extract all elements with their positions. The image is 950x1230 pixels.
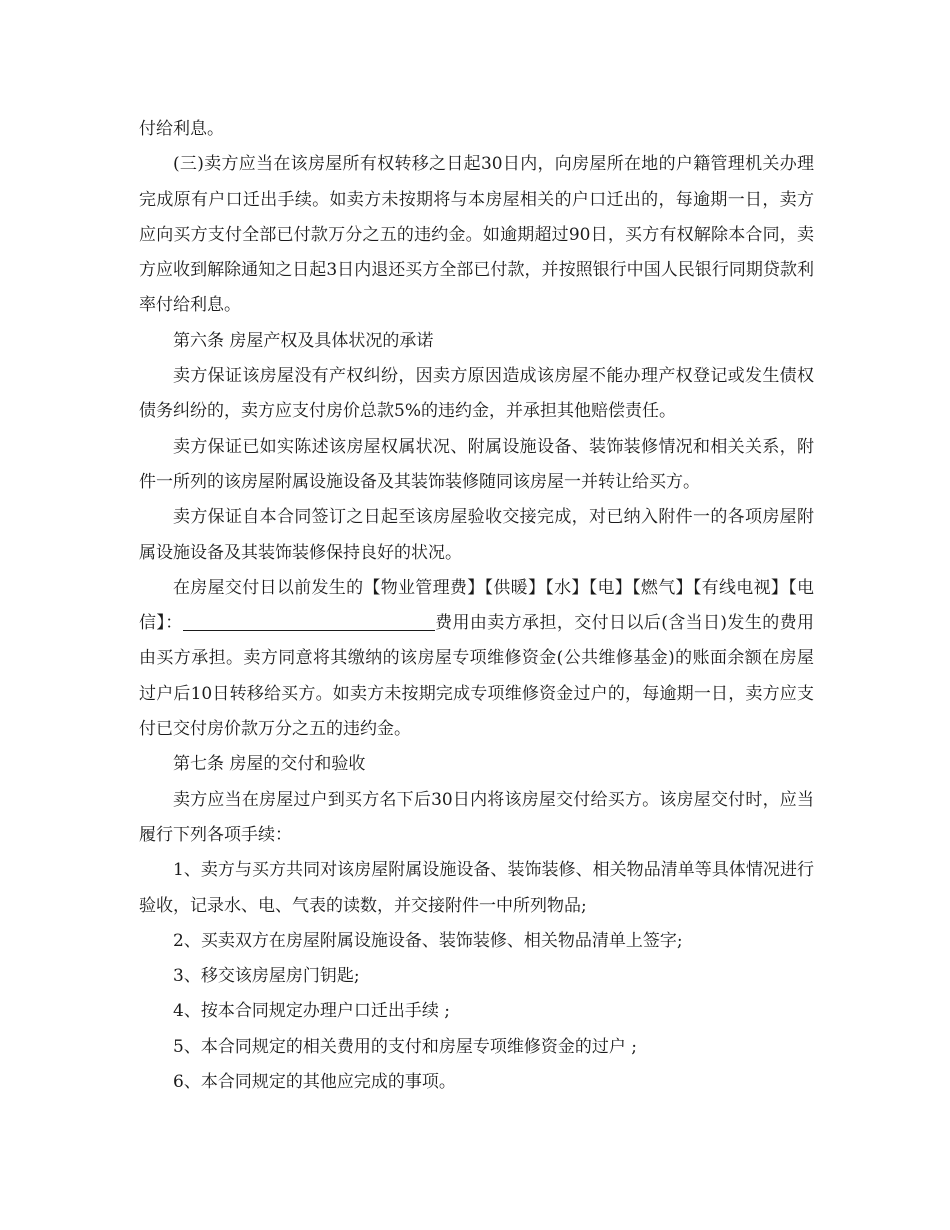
article-7-paragraph-1: 卖方应当在房屋过户到买方名下后30日内将该房屋交付给买方。该房屋交付时，应当履行下列各项手续： <box>139 789 814 845</box>
paragraph-clause-3: (三)卖方应当在该房屋所有权转移之日起30日内，向房屋所在地的户籍管理机关办理完成原有户口迁出手续。如卖方未按期将与本房屋相关的户口迁出的，每逾期一日，卖方应向买方支付全部已付款万分之五的违约金。如逾期超过90日，买方有权解除本合同，卖方应收到解除通知之日起3日内退还买方全部已付款，并按照银行中国人民银行同期贷款利率付给利息。 <box>139 154 814 316</box>
paragraph-continuation: 付给利息。 <box>139 119 224 139</box>
list-item: 6、本合同规定的其他应完成的事项。 <box>173 1072 456 1093</box>
article-6-paragraph-3: 卖方保证自本合同签订之日起至该房屋验收交接完成，对已纳入附件一的各项房屋附属设施设备及其装饰装修保持良好的状况。 <box>139 507 814 563</box>
article-6-paragraph-4 <box>139 571 814 747</box>
list-item: 4、按本合同规定办理户口迁出手续 ; <box>173 1001 450 1022</box>
document-page <box>139 112 814 1100</box>
list-item: 5、本合同规定的相关费用的支付和房屋专项维修资金的过户 ; <box>173 1036 637 1057</box>
fee-list-text: 在房屋交付日以前发生的【物业管理费】【供暖】【水】【电】【燃气】【有线电视】【电 信】： <box>139 577 814 634</box>
article-7-heading: 第七条 房屋的交付和验收 <box>173 754 366 775</box>
fee-responsibility-text: 费用由卖方承担，交付日以后(含当日)发生的费用由买方承担。卖方同意将其缴纳的该房屋专项维修资金(公共维修基金)的账面余额在房屋过户后10日转移给买方。如卖方未按期完成专项维修资金过户的，每逾期一日，卖方应支付已交付房价款万分之五的违约金。 <box>139 613 815 740</box>
article-6-paragraph-2: 卖方保证已如实陈述该房屋权属状况、附属设施设备、装饰装修情况和相关关系，附件一所列的该房屋附属设施设备及其装饰装修随同该房屋一并转让给买方。 <box>139 436 814 492</box>
list-item: 2、买卖双方在房屋附属设施设备、装饰装修、相关物品清单上签字; <box>173 930 683 951</box>
fill-in-blank-line <box>183 610 435 631</box>
article-6-heading: 第六条 房屋产权及具体状况的承诺 <box>173 330 434 351</box>
list-item: 3、移交该房屋房门钥匙; <box>173 966 360 987</box>
article-6-paragraph-1: 卖方保证该房屋没有产权纠纷，因卖方原因造成该房屋不能办理产权登记或发生债权债务纠纷的，卖方应支付房价总款5%的违约金，并承担其他赔偿责任。 <box>139 366 814 422</box>
list-item: 1、卖方与买方共同对该房屋附属设施设备、装饰装修、相关物品清单等具体情况进行验收，记录水、电、气表的读数，并交接附件一中所列物品; <box>139 860 814 916</box>
